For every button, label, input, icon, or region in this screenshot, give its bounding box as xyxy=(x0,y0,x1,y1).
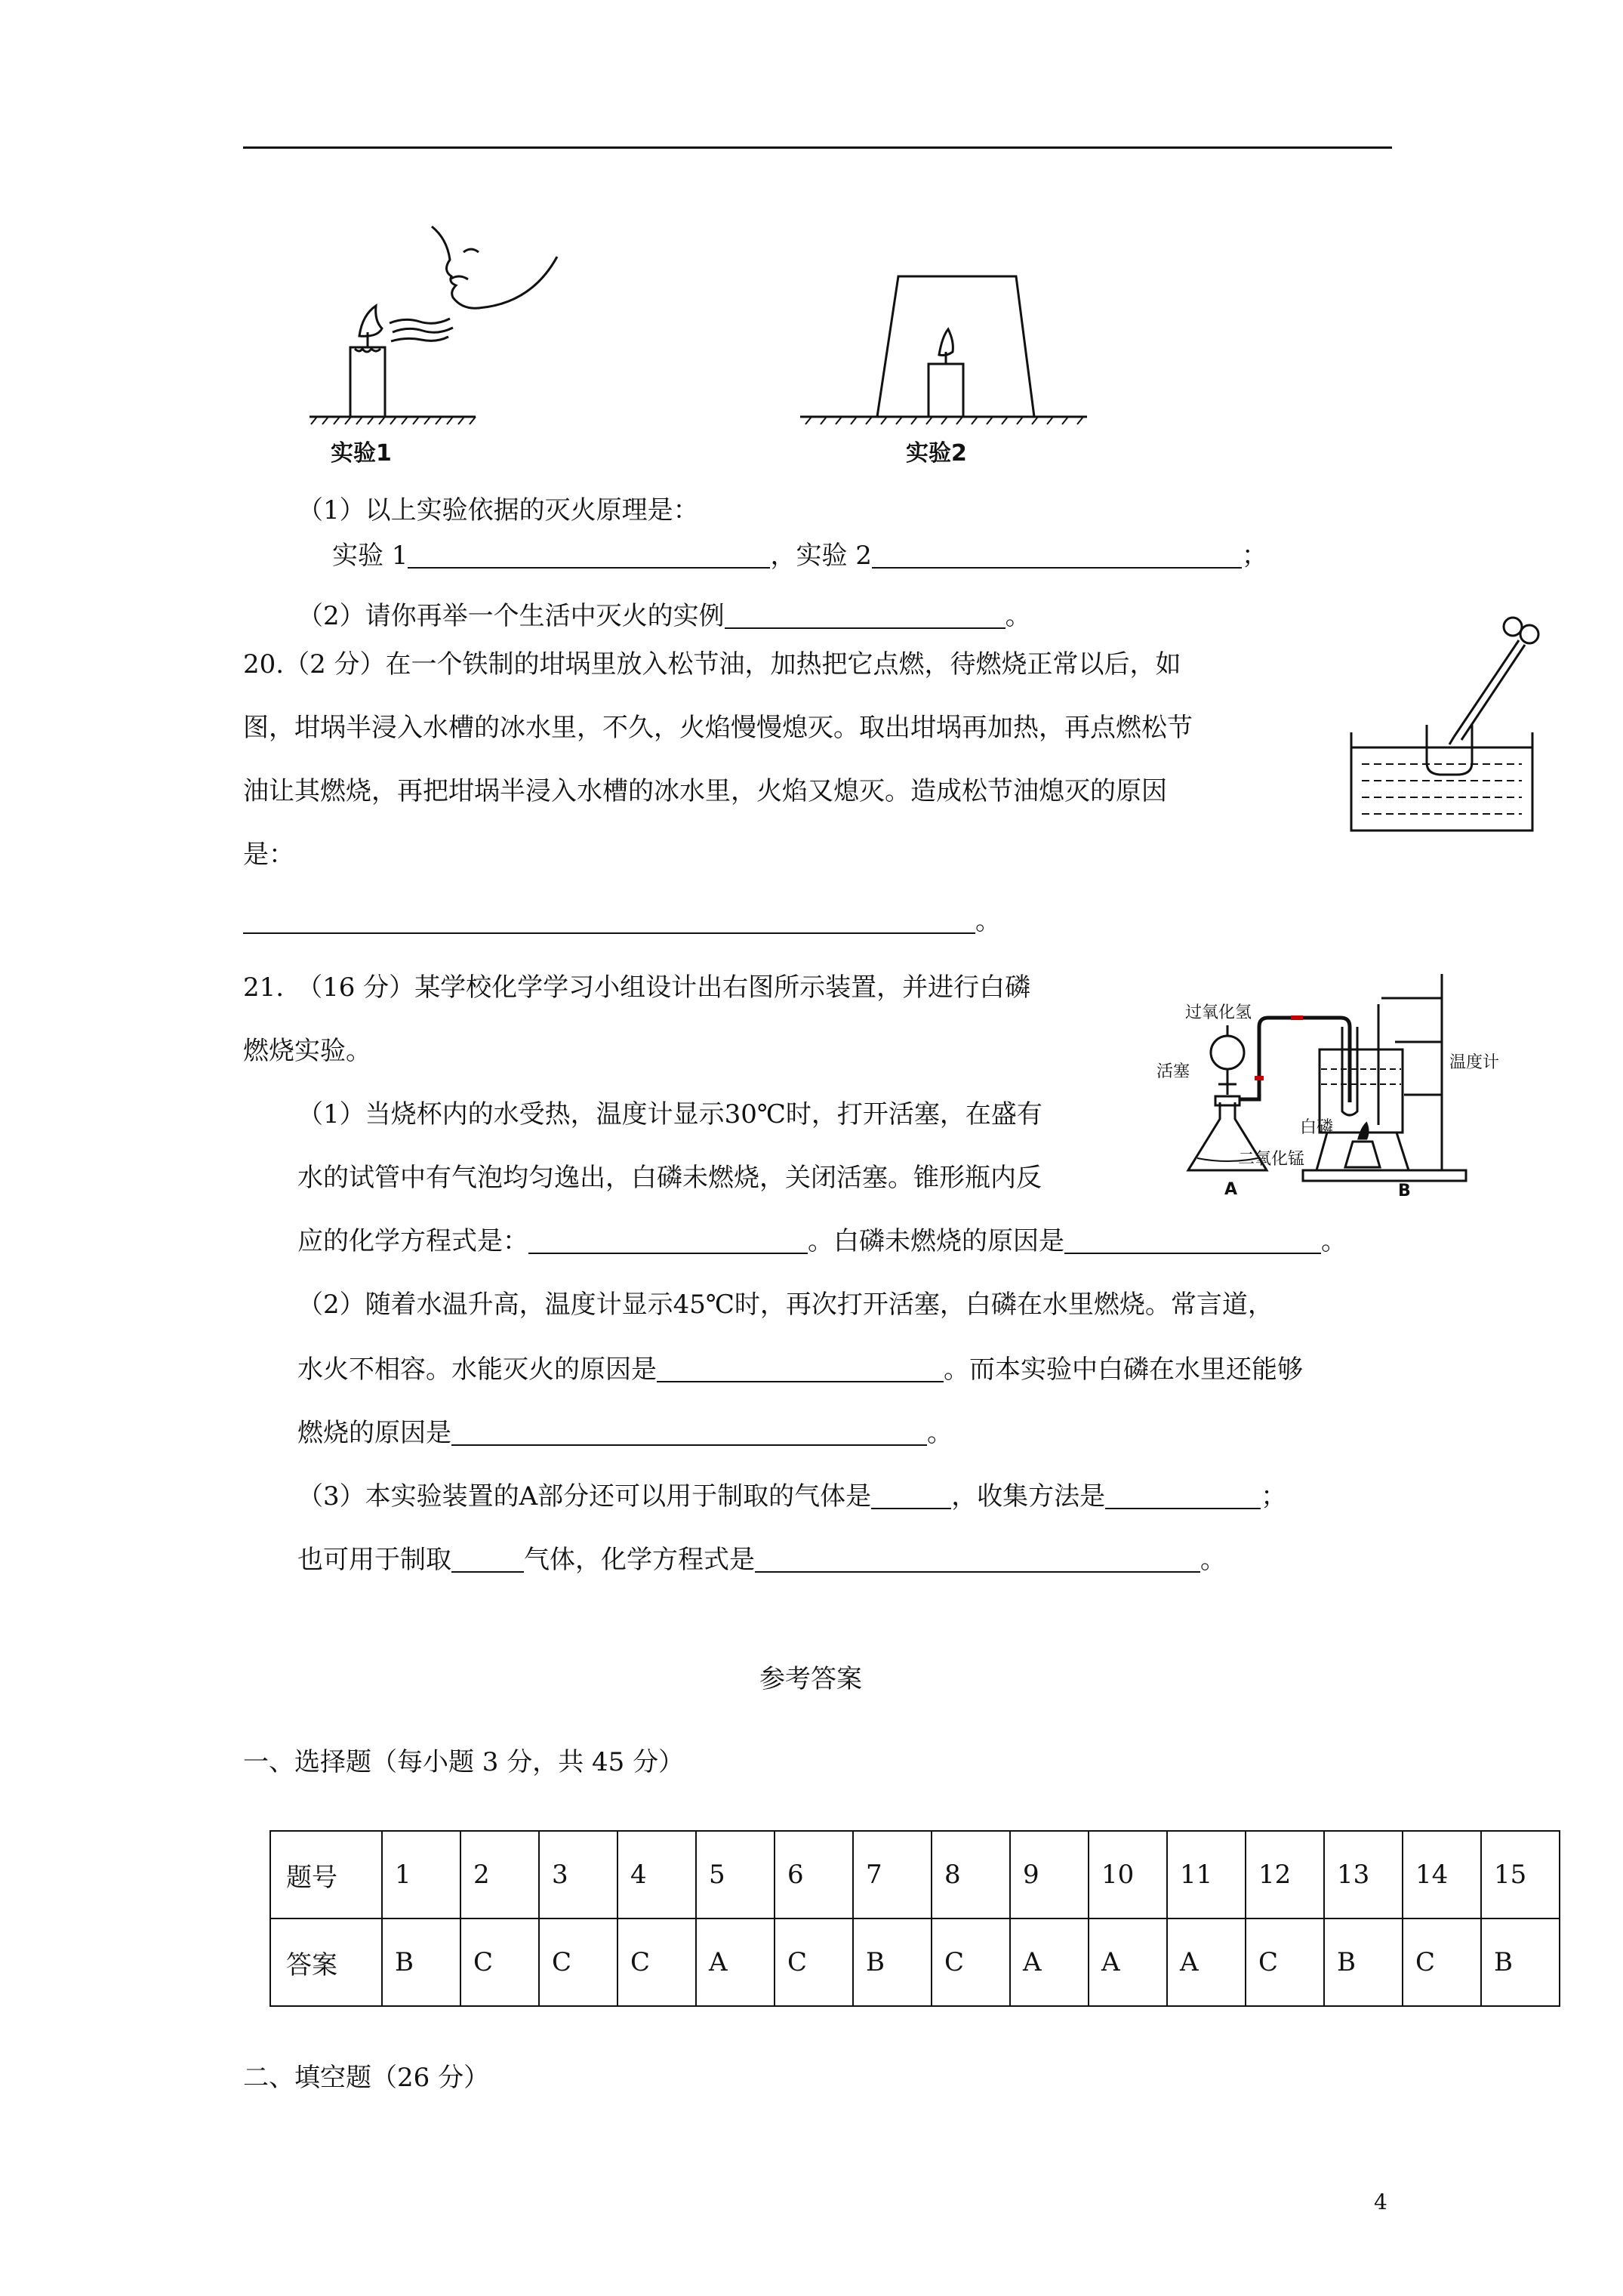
answers-section2: 二、填空题（26 分） xyxy=(243,2063,490,2093)
table-cell: C xyxy=(1246,1918,1324,2006)
stopcock-label: 活塞 xyxy=(1156,1062,1190,1081)
table-cell: C xyxy=(1403,1918,1481,2006)
q21-s2-line3 xyxy=(297,1415,953,1451)
table-cell: 11 xyxy=(1167,1831,1246,1918)
answers-title: 参考答案 xyxy=(759,1664,862,1694)
q21-s2-reason-blank[interactable] xyxy=(657,1354,944,1382)
experiment-2-figure xyxy=(793,234,1110,476)
table-cell: 15 xyxy=(1481,1831,1560,1918)
apparatus-figure xyxy=(1155,944,1517,1200)
header-rule xyxy=(243,146,1392,149)
q21-s1-equation-blank[interactable] xyxy=(528,1225,808,1254)
q20-line4: 是： xyxy=(243,840,294,870)
table-cell: B xyxy=(853,1918,932,2006)
table-cell: 14 xyxy=(1403,1831,1481,1918)
q21-s3-other-label: 也可用于制取 xyxy=(297,1545,451,1575)
answer-table xyxy=(269,1830,1560,2007)
table-cell: C xyxy=(539,1918,617,2006)
table-cell: A xyxy=(1089,1918,1167,2006)
table-cell: 8 xyxy=(932,1831,1010,1918)
q21-s3-equation-blank[interactable] xyxy=(755,1544,1200,1573)
table-cell: 1 xyxy=(382,1831,460,1918)
table-cell: C xyxy=(775,1918,853,2006)
q19-sub1: （1）以上实验依据的灭火原理是： xyxy=(297,495,699,525)
table-cell: B xyxy=(382,1918,460,2006)
q21-s3-line1 xyxy=(297,1478,1286,1515)
q21-s1-line3 xyxy=(297,1223,1347,1259)
table-cell: 答案 xyxy=(270,1918,382,2006)
q21-s1-reason-label: 。白磷未燃烧的原因是 xyxy=(808,1226,1064,1256)
q21-s2-line1: （2）随着水温升高，温度计显示45℃时，再次打开活塞，白磷在水里燃烧。常言道， xyxy=(297,1290,1273,1320)
q19-exp2-label: ，实验 2 xyxy=(770,541,872,571)
table-cell: 9 xyxy=(1010,1831,1089,1918)
table-cell: 题号 xyxy=(270,1831,382,1918)
q19-exp-line xyxy=(332,538,1267,574)
experiment-2-label: 实验2 xyxy=(906,440,967,467)
q19-sub2-blank[interactable] xyxy=(725,600,1006,629)
table-cell: 5 xyxy=(696,1831,775,1918)
q21-s3-collect-blank[interactable] xyxy=(1105,1481,1261,1509)
q21-s3-equation-label: 气体，化学方程式是 xyxy=(524,1545,755,1575)
q19-sub2: （2）请你再举一个生活中灭火的实例 xyxy=(297,601,725,631)
experiment-1-label: 实验1 xyxy=(331,440,392,467)
q21-s1-end: 。 xyxy=(1321,1226,1347,1256)
crucible-figure xyxy=(1344,604,1548,838)
q19-exp1-label: 实验 1 xyxy=(332,541,408,571)
q19-exp2-blank[interactable] xyxy=(872,540,1242,569)
q21-line2: 燃烧实验。 xyxy=(243,1036,371,1066)
q20-answer-blank[interactable] xyxy=(243,905,975,934)
q19-exp1-blank[interactable] xyxy=(408,540,770,569)
q20-line3: 油让其燃烧，再把坩埚半浸入水槽的冰水里，火焰又熄灭。造成松节油熄灭的原因 xyxy=(243,776,1167,806)
q21-s2-end: 。 xyxy=(927,1418,953,1448)
page-number: 4 xyxy=(1374,2190,1387,2214)
table-cell: C xyxy=(460,1918,539,2006)
q21-s2-reason-label: 水火不相容。水能灭火的原因是 xyxy=(297,1354,657,1385)
table-cell: 7 xyxy=(853,1831,932,1918)
q20-answer-line xyxy=(243,903,1001,939)
q21-s3-other-blank[interactable] xyxy=(451,1544,524,1573)
experiment-1-figure xyxy=(302,219,619,476)
table-cell: 2 xyxy=(460,1831,539,1918)
q20-end: 。 xyxy=(975,906,1001,936)
q21-s1-equation-label: 应的化学方程式是： xyxy=(297,1226,528,1256)
q21-s3-collect-label: ，收集方法是 xyxy=(951,1481,1106,1512)
q21-s2-line2-tail: 。而本实验中白磷在水里还能够 xyxy=(944,1354,1303,1385)
q21-s1-reason-blank[interactable] xyxy=(1064,1225,1321,1254)
q20-line2: 图，坩埚半浸入水槽的冰水里，不久，火焰慢慢熄灭。取出坩埚再加热，再点燃松节 xyxy=(243,713,1193,743)
q21-line1: 21. （16 分）某学校化学学习小组设计出右图所示装置，并进行白磷 xyxy=(243,972,1031,1003)
part-b-label: B xyxy=(1398,1182,1411,1200)
q21-s3-line2 xyxy=(297,1542,1226,1578)
q21-s3-end: 。 xyxy=(1200,1545,1226,1575)
q19-sub2-line xyxy=(297,598,1031,634)
table-cell: B xyxy=(1481,1918,1560,2006)
q19-exp-end: ； xyxy=(1241,541,1267,571)
table-cell: C xyxy=(617,1918,696,2006)
q21-s3-line1-end: ； xyxy=(1261,1481,1287,1512)
q21-s2-burn-blank[interactable] xyxy=(451,1417,927,1446)
table-cell: 12 xyxy=(1246,1831,1324,1918)
table-cell: 6 xyxy=(775,1831,853,1918)
table-cell: 13 xyxy=(1324,1831,1403,1918)
q21-s3-gas-blank[interactable] xyxy=(871,1481,951,1509)
q21-s2-burn-label: 燃烧的原因是 xyxy=(297,1418,451,1448)
q20-line1: 20.（2 分）在一个铁制的坩埚里放入松节油，加热把它点燃，待燃烧正常以后，如 xyxy=(243,649,1181,680)
table-row xyxy=(270,1831,1560,1918)
thermometer-label: 温度计 xyxy=(1449,1053,1500,1072)
table-cell: 4 xyxy=(617,1831,696,1918)
table-cell: A xyxy=(696,1918,775,2006)
q21-s1-line1: （1）当烧杯内的水受热，温度计显示30℃时，打开活塞，在盛有 xyxy=(297,1099,1042,1130)
h2o2-label: 过氧化氢 xyxy=(1185,1003,1252,1022)
q19-sub2-end: 。 xyxy=(1005,601,1031,631)
table-cell: A xyxy=(1010,1918,1089,2006)
white-phosphorus-label: 白磷 xyxy=(1300,1118,1334,1137)
answers-section1: 一、选择题（每小题 3 分，共 45 分） xyxy=(243,1747,685,1777)
table-cell: 10 xyxy=(1089,1831,1167,1918)
q21-s3-gas-label: （3）本实验装置的A部分还可以用于制取的气体是 xyxy=(297,1481,872,1512)
table-cell: B xyxy=(1324,1918,1403,2006)
table-cell: 3 xyxy=(539,1831,617,1918)
mno2-label: 二氧化锰 xyxy=(1238,1150,1305,1169)
table-cell: A xyxy=(1167,1918,1246,2006)
part-a-label: A xyxy=(1224,1180,1238,1199)
table-cell: C xyxy=(932,1918,1010,2006)
q21-s1-line2: 水的试管中有气泡均匀逸出，白磷未燃烧，关闭活塞。锥形瓶内反 xyxy=(297,1163,1042,1193)
q21-s2-line2 xyxy=(297,1351,1303,1388)
table-row xyxy=(270,1918,1560,2006)
